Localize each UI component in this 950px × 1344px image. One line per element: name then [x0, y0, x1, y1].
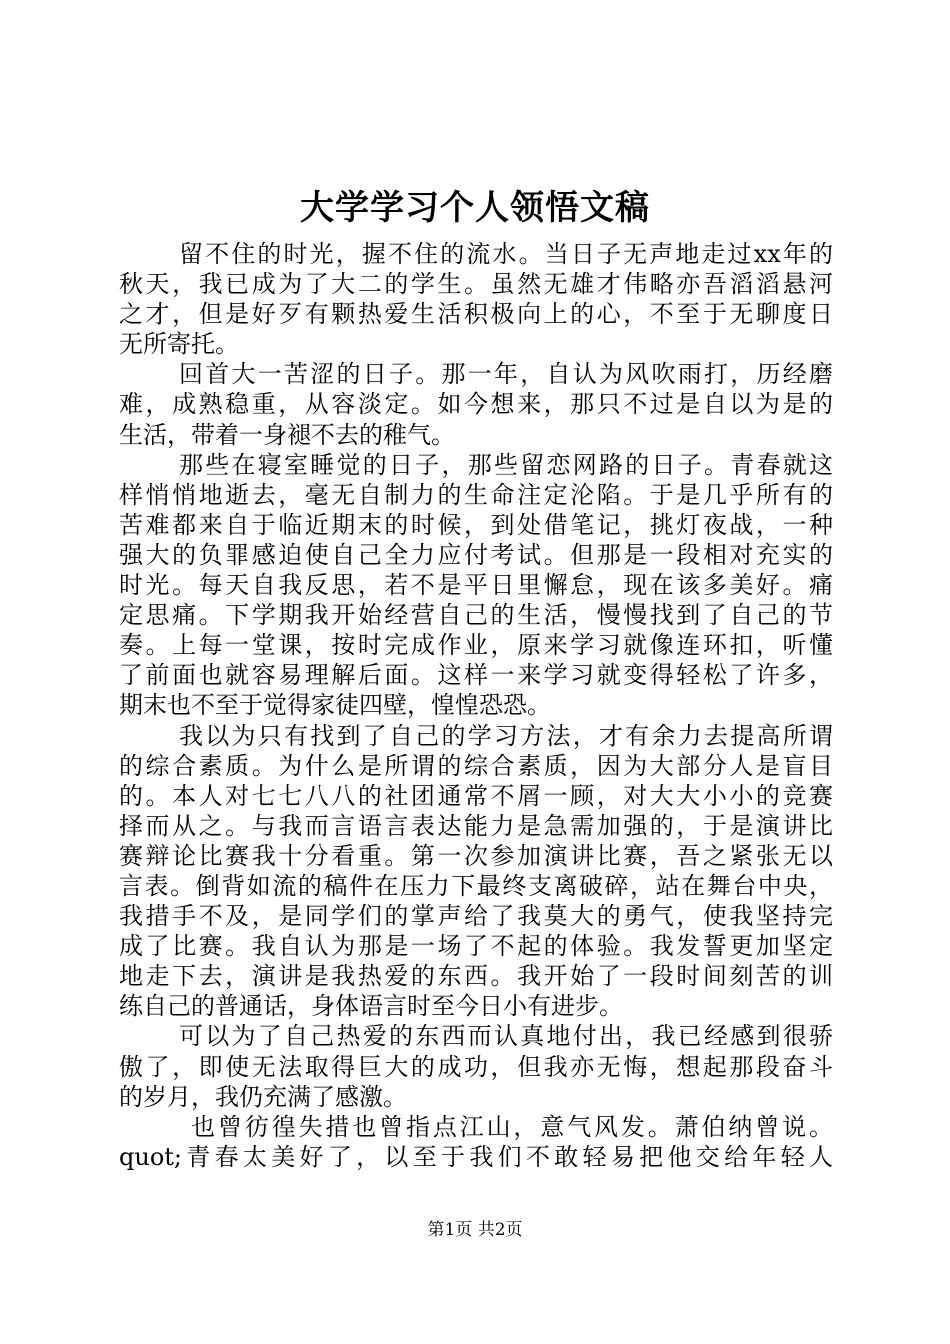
text-line: 定思痛。下学期我开始经营自己的生活，慢慢找到了自己的节	[119, 601, 833, 630]
text-line: 奏。上每一堂课，按时完成作业，原来学习就像连环扣，听懂	[119, 631, 833, 660]
paragraph	[119, 721, 833, 1022]
text-line: 的岁月，我仍充满了感激。	[119, 1082, 407, 1111]
text-line: 无所寄托。	[119, 330, 239, 359]
text-line: 难，成熟稳重，从容淡定。如今想来，那只不过是自以为是的	[119, 390, 833, 419]
paragraph	[119, 1021, 833, 1111]
text-line: 强大的负罪感迫使自己全力应付考试。但那是一段相对充实的	[119, 540, 833, 569]
text-line: 之才，但是好歹有颗热爱生活积极向上的心，不至于无聊度日	[119, 300, 833, 329]
text-line: 赛辩论比赛我十分看重。第一次参加演讲比赛，吾之紧张无以	[119, 841, 833, 870]
text-line: 时光。每天自我反思，若不是平日里懈怠，现在该多美好。痛	[119, 571, 833, 600]
page-footer: 第1页 共2页	[427, 1220, 523, 1240]
text-line: 留不住的时光，握不住的流水。当日子无声地走过xx年的	[179, 240, 833, 268]
text-line: 苦难都来自于临近期末的时候，到处借笔记，挑灯夜战，一种	[119, 510, 833, 539]
document-title: 大学学习个人领悟文稿	[300, 188, 650, 228]
paragraph	[119, 239, 833, 359]
text-line: 择而从之。与我而言语言表达能力是急需加强的，于是演讲比	[119, 811, 833, 840]
text-line: 也曾彷徨失措也曾指点江山，意气风发。萧伯纳曾说。	[191, 1112, 833, 1141]
text-line: 我措手不及，是同学们的掌声给了我莫大的勇气，使我坚持完	[119, 902, 833, 931]
text-line: 言表。倒背如流的稿件在压力下最终支离破碎，站在舞台中央，	[119, 871, 833, 900]
text-line: 傲了，即使无法取得巨大的成功，但我亦无悔，想起那段奋斗	[119, 1052, 833, 1081]
text-line: 我以为只有找到了自己的学习方法，才有余力去提高所谓	[179, 721, 833, 750]
text-line: 那些在寝室睡觉的日子，那些留恋网路的日子。青春就这	[179, 450, 833, 479]
document-body	[119, 239, 833, 1172]
paragraph	[119, 1112, 833, 1172]
text-line: 的综合素质。为什么是所谓的综合素质，因为大部分人是盲目	[119, 751, 833, 780]
paragraph	[119, 359, 833, 449]
text-line: 练自己的普通话，身体语言时至今日小有进步。	[119, 992, 623, 1021]
text-line: 秋天，我已成为了大二的学生。虽然无雄才伟略亦吾滔滔悬河	[119, 270, 833, 299]
text-line: 期末也不至于觉得家徒四壁，惶惶恐恐。	[119, 691, 551, 720]
text-line: 成了比赛。我自认为那是一场了不起的体验。我发誓更加坚定	[119, 932, 833, 961]
text-line: quot;青春太美好了，以至于我们不敢轻易把他交给年轻人	[119, 1142, 833, 1171]
text-line: 可以为了自己热爱的东西而认真地付出，我已经感到很骄	[179, 1022, 833, 1051]
text-line: 回首大一苦涩的日子。那一年，自认为风吹雨打，历经磨	[179, 360, 833, 389]
paragraph	[119, 450, 833, 721]
text-line: 生活，带着一身褪不去的稚气。	[119, 420, 455, 449]
text-line: 样悄悄地逝去，毫无自制力的生命注定沦陷。于是几乎所有的	[119, 480, 833, 509]
text-line: 的。本人对七七八八的社团通常不屑一顾，对大大小小的竞赛	[119, 781, 833, 810]
text-line: 地走下去，演讲是我热爱的东西。我开始了一段时间刻苦的训	[119, 962, 833, 991]
text-line: 了前面也就容易理解后面。这样一来学习就变得轻松了许多，	[119, 661, 833, 690]
